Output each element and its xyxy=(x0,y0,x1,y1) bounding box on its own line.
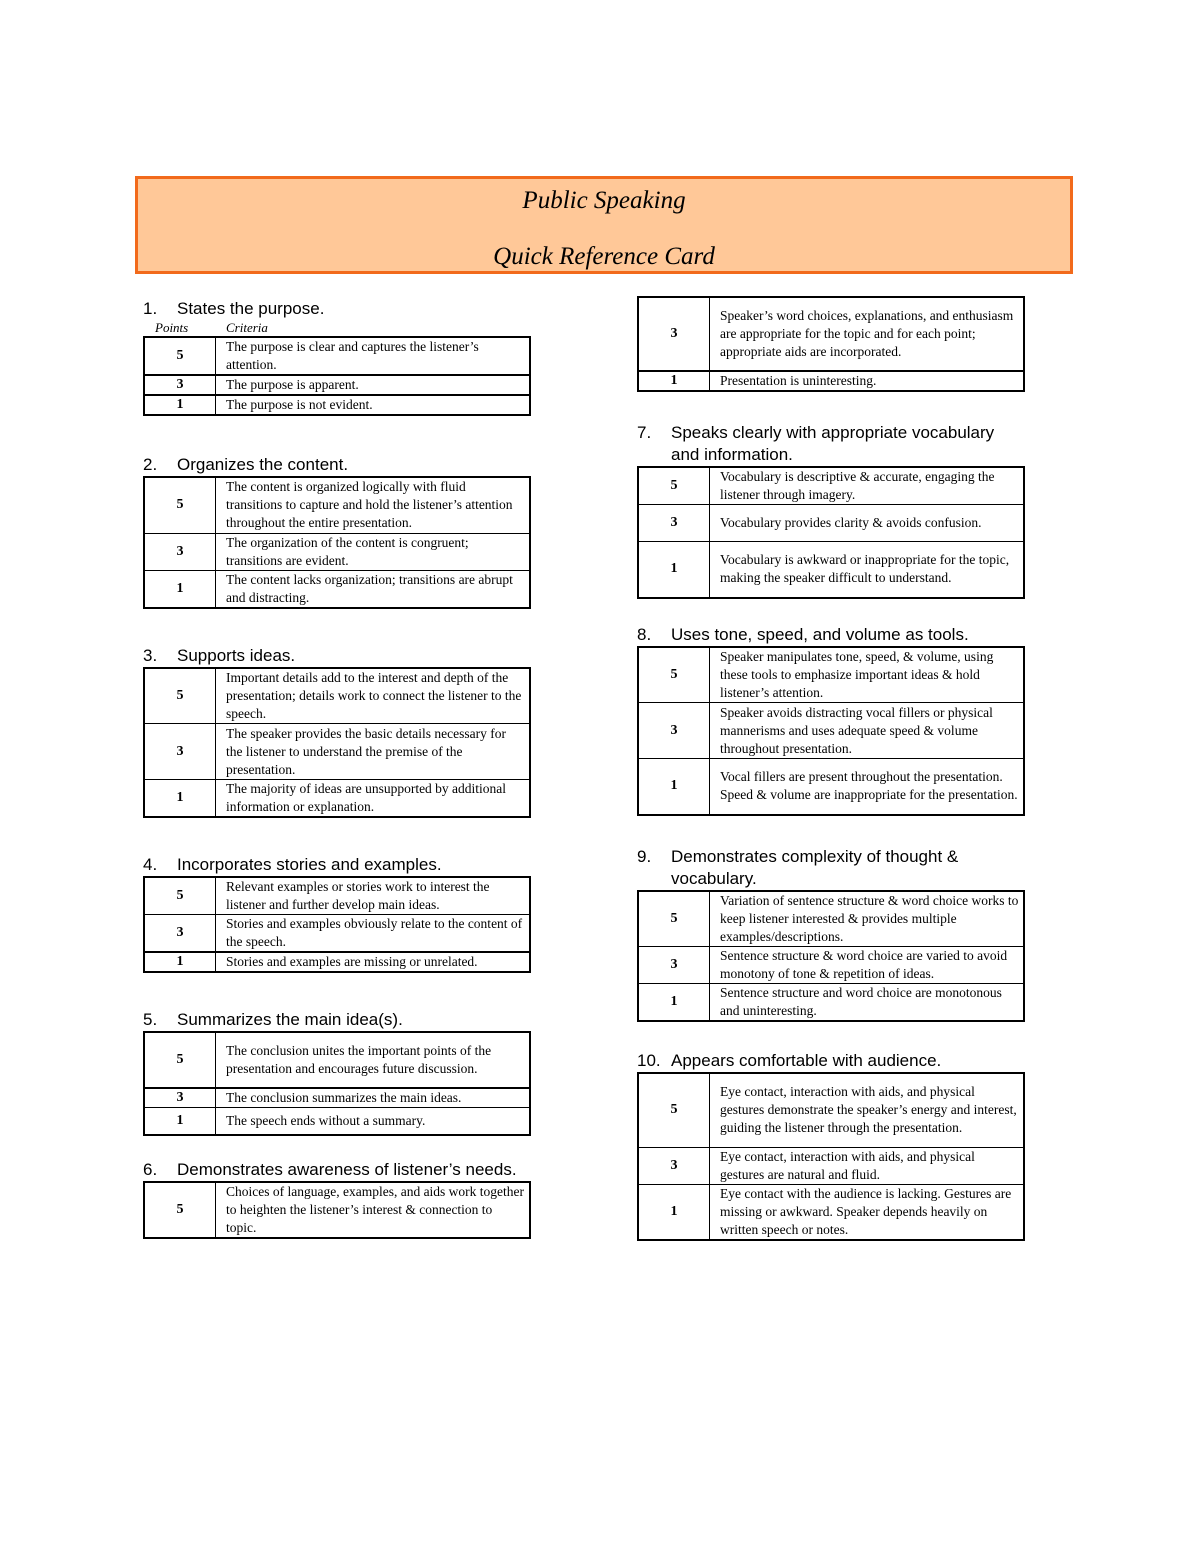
points-cell: 3 xyxy=(638,297,710,371)
left-column xyxy=(143,298,533,1239)
points-cell: 5 xyxy=(144,1032,216,1088)
table-row xyxy=(144,570,530,608)
criteria-cell: Sentence structure & word choice are varied to avoid monotony of tone & repetition of ideas. xyxy=(710,947,1025,984)
table-row xyxy=(638,647,1024,703)
section-8 xyxy=(637,624,1027,816)
section-title: States the purpose. xyxy=(177,299,325,318)
criteria-cell: The organization of the content is congruent; transitions are evident. xyxy=(216,533,531,570)
points-cell: 5 xyxy=(144,477,216,533)
section-title: Appears comfortable with audience. xyxy=(671,1051,942,1070)
section-number: 6. xyxy=(143,1159,158,1179)
table-row xyxy=(638,759,1024,815)
points-cell: 1 xyxy=(144,780,216,818)
rubric-table xyxy=(637,1072,1025,1241)
document-subtitle: Quick Reference Card xyxy=(493,243,715,270)
section-10 xyxy=(637,1050,1027,1241)
criteria-cell: Presentation is uninteresting. xyxy=(710,371,1025,391)
points-cell: 3 xyxy=(638,1147,710,1184)
criteria-cell: Sentence structure and word choice are monotonous and uninteresting. xyxy=(710,984,1025,1022)
criteria-cell: Important details add to the interest and depth of the presentation; details work to connect the listener to the speech. xyxy=(216,668,531,724)
criteria-cell: Vocabulary provides clarity & avoids confusion. xyxy=(710,505,1025,542)
section-heading xyxy=(143,1009,533,1031)
table-row xyxy=(144,1088,530,1108)
points-header: Points xyxy=(155,320,189,335)
points-cell: 1 xyxy=(638,984,710,1022)
section-heading xyxy=(637,1050,1027,1072)
criteria-cell: Vocal fillers are present throughout the presentation. Speed & volume are inappropriate for the presentation. xyxy=(710,759,1025,815)
table-row xyxy=(638,891,1024,947)
table-row xyxy=(144,915,530,953)
criteria-cell: Speaker’s word choices, explanations, and enthusiasm are appropriate for the topic and for each point; appropriate aids are incorporated. xyxy=(710,297,1025,371)
table-row xyxy=(144,952,530,972)
criteria-cell: The conclusion unites the important points of the presentation and encourages future discussion. xyxy=(216,1032,531,1088)
table-row xyxy=(638,297,1024,371)
points-cell: 5 xyxy=(638,891,710,947)
criteria-cell: Speaker avoids distracting vocal fillers or physical mannerisms and uses adequate speed & volume throughout presentation. xyxy=(710,703,1025,759)
criteria-cell: The purpose is apparent. xyxy=(216,375,531,395)
criteria-cell: Eye contact with the audience is lacking. Gestures are missing or awkward. Speaker depends heavily on written speech or notes. xyxy=(710,1184,1025,1240)
criteria-cell: The content lacks organization; transitions are abrupt and distracting. xyxy=(216,570,531,608)
table-row xyxy=(144,724,530,780)
section-title: Demonstrates awareness of listener’s needs. xyxy=(177,1159,517,1179)
section-6 xyxy=(143,1159,533,1239)
section-title: Speaks clearly with appropriate vocabulary and information. xyxy=(671,423,995,464)
rubric-table-continued xyxy=(637,296,1025,392)
table-row xyxy=(638,1073,1024,1147)
criteria-cell: Variation of sentence structure & word choice works to keep listener interested & provides multiple examples/descriptions. xyxy=(710,891,1025,947)
points-cell: 3 xyxy=(144,375,216,395)
section-number: 1. xyxy=(143,299,158,318)
points-cell: 1 xyxy=(144,395,216,415)
section-title: Supports ideas. xyxy=(177,645,296,665)
points-cell: 3 xyxy=(638,505,710,542)
rubric-table xyxy=(637,890,1025,1023)
points-cell: 1 xyxy=(638,371,710,391)
right-column xyxy=(637,296,1027,1241)
points-cell: 5 xyxy=(144,668,216,724)
rubric-table xyxy=(637,466,1025,599)
criteria-cell: Stories and examples are missing or unrelated. xyxy=(216,952,531,972)
section-heading xyxy=(637,846,1027,890)
criteria-cell: Speaker manipulates tone, speed, & volume, using these tools to emphasize important ideas & hold listener’s attention. xyxy=(710,647,1025,703)
section-4 xyxy=(143,854,533,973)
section-3 xyxy=(143,645,533,819)
table-row xyxy=(638,984,1024,1022)
points-cell: 1 xyxy=(638,542,710,598)
table-row xyxy=(638,703,1024,759)
document-title: Public Speaking xyxy=(522,187,686,214)
section-number: 2. xyxy=(143,455,158,474)
criteria-cell: The majority of ideas are unsupported by additional information or explanation. xyxy=(216,780,531,818)
table-row xyxy=(144,375,530,395)
points-cell: 3 xyxy=(638,703,710,759)
table-row xyxy=(144,337,530,375)
table-row xyxy=(144,477,530,533)
rubric-table xyxy=(637,646,1025,816)
rubric-table xyxy=(143,1031,531,1136)
section-heading xyxy=(143,854,533,876)
rubric-table xyxy=(143,667,531,819)
criteria-cell: The speech ends without a summary. xyxy=(216,1108,531,1135)
table-row xyxy=(144,395,530,415)
table-row xyxy=(144,1032,530,1088)
section-number: 5. xyxy=(143,1010,158,1029)
points-cell: 1 xyxy=(638,759,710,815)
criteria-cell: Stories and examples obviously relate to the content of the speech. xyxy=(216,915,531,953)
table-row xyxy=(144,668,530,724)
section-title: Incorporates stories and examples. xyxy=(177,855,442,874)
criteria-cell: Eye contact, interaction with aids, and physical gestures demonstrate the speaker’s energy and interest, guiding the listener through the presentation. xyxy=(710,1073,1025,1147)
criteria-cell: The content is organized logically with fluid transitions to capture and hold the listener’s attention throughout the entire presentation. xyxy=(216,477,531,533)
rubric-table xyxy=(143,1181,531,1239)
table-row xyxy=(144,1108,530,1135)
points-cell: 3 xyxy=(144,1088,216,1108)
points-cell: 5 xyxy=(144,1182,216,1238)
table-row xyxy=(638,371,1024,391)
section-2 xyxy=(143,454,533,609)
section-heading xyxy=(143,298,533,320)
table-row xyxy=(638,467,1024,505)
points-cell: 5 xyxy=(144,877,216,915)
criteria-cell: Eye contact, interaction with aids, and physical gestures are natural and fluid. xyxy=(710,1147,1025,1184)
section-heading xyxy=(637,422,1027,466)
points-cell: 3 xyxy=(144,724,216,780)
criteria-cell: The purpose is not evident. xyxy=(216,395,531,415)
section-heading xyxy=(637,624,1027,646)
points-cell: 1 xyxy=(144,952,216,972)
points-cell: 5 xyxy=(638,467,710,505)
section-heading xyxy=(143,454,533,476)
table-row xyxy=(144,877,530,915)
section-9 xyxy=(637,846,1027,1023)
table-row xyxy=(638,505,1024,542)
points-cell: 1 xyxy=(144,570,216,608)
section-title: Uses tone, speed, and volume as tools. xyxy=(671,624,969,644)
points-cell: 3 xyxy=(638,947,710,984)
section-number: 10. xyxy=(637,1051,661,1070)
section-heading xyxy=(143,645,533,667)
criteria-cell: Relevant examples or stories work to interest the listener and further develop main ideas. xyxy=(216,877,531,915)
section-number: 9. xyxy=(637,846,652,866)
table-row xyxy=(144,780,530,818)
title-banner xyxy=(135,176,1073,274)
points-cell: 1 xyxy=(144,1108,216,1135)
section-1 xyxy=(143,298,533,416)
criteria-header: Criteria xyxy=(226,320,268,335)
section-title: Summarizes the main idea(s). xyxy=(177,1010,403,1029)
points-cell: 3 xyxy=(144,915,216,953)
criteria-cell: The conclusion summarizes the main ideas. xyxy=(216,1088,531,1108)
criteria-cell: The purpose is clear and captures the listener’s attention. xyxy=(216,337,531,375)
points-cell: 5 xyxy=(144,337,216,375)
criteria-cell: Vocabulary is awkward or inappropriate for the topic, making the speaker difficult to understand. xyxy=(710,542,1025,598)
table-row xyxy=(144,1182,530,1238)
rubric-table xyxy=(143,476,531,609)
criteria-cell: Vocabulary is descriptive & accurate, engaging the listener through imagery. xyxy=(710,467,1025,505)
section-title: Demonstrates complexity of thought & vocabulary. xyxy=(671,846,959,888)
points-cell: 5 xyxy=(638,647,710,703)
table-row xyxy=(638,1184,1024,1240)
table-row xyxy=(638,542,1024,598)
section-number: 8. xyxy=(637,624,652,644)
table-row xyxy=(144,533,530,570)
table-row xyxy=(638,947,1024,984)
section-5 xyxy=(143,1009,533,1136)
points-cell: 5 xyxy=(638,1073,710,1147)
rubric-table xyxy=(143,336,531,416)
section-number: 7. xyxy=(637,423,652,442)
rubric-table xyxy=(143,876,531,973)
criteria-cell: The speaker provides the basic details necessary for the listener to understand the premise of the presentation. xyxy=(216,724,531,780)
column-headers xyxy=(143,320,533,336)
table-row xyxy=(638,1147,1024,1184)
points-cell: 3 xyxy=(144,533,216,570)
section-number: 4. xyxy=(143,855,158,874)
section-number: 3. xyxy=(143,645,158,665)
section-7 xyxy=(637,422,1027,599)
criteria-cell: Choices of language, examples, and aids work together to heighten the listener’s interest & connection to topic. xyxy=(216,1182,531,1238)
section-title: Organizes the content. xyxy=(177,455,349,474)
points-cell: 1 xyxy=(638,1184,710,1240)
section-heading xyxy=(143,1159,533,1181)
